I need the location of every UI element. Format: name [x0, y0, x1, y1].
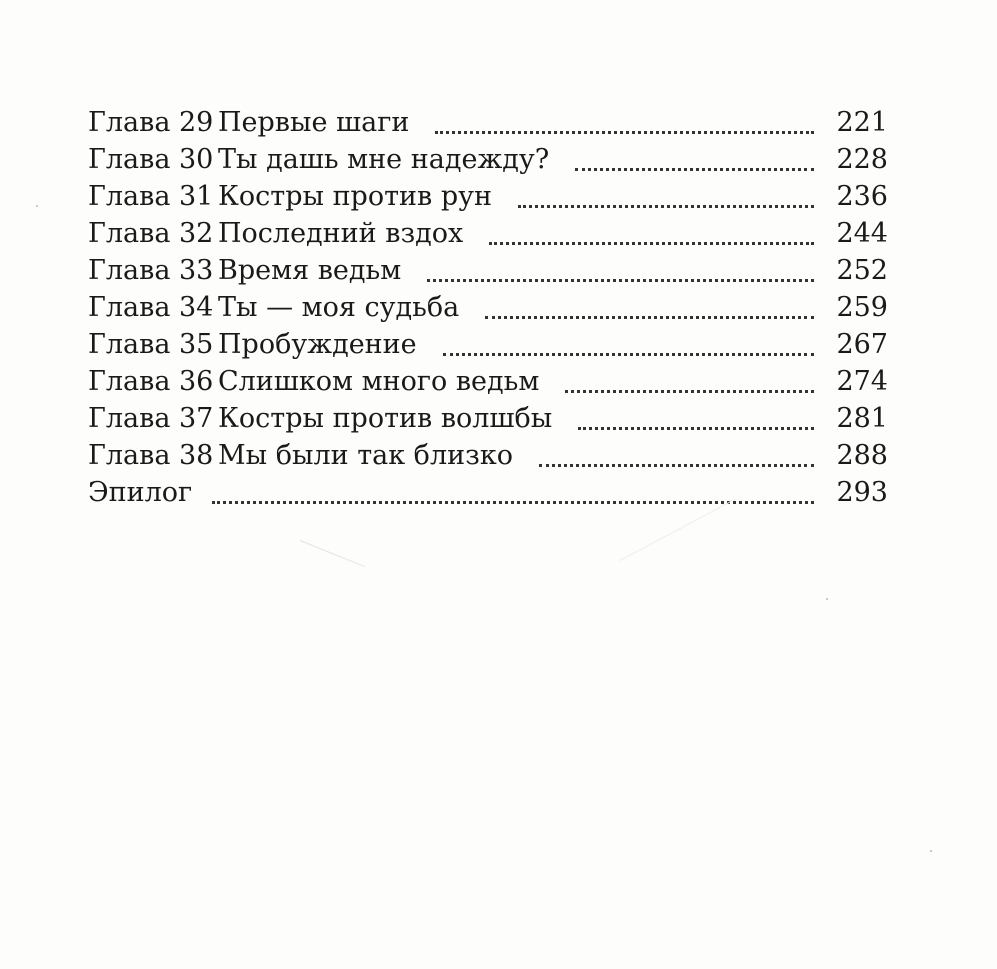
toc-chapter-number: Глава 31: [88, 181, 214, 212]
toc-chapter-title: Костры против рун: [218, 181, 492, 212]
toc-chapter-title: Пробуждение: [218, 329, 417, 360]
toc-chapter-title: Время ведьм: [218, 255, 402, 286]
toc-chapter-title: Последний вздох: [218, 218, 464, 249]
toc-dot-leader: [489, 242, 814, 245]
toc-entry: [88, 437, 888, 474]
toc-dot-leader: [427, 279, 814, 282]
table-of-contents: [88, 104, 888, 511]
paper-speck: [36, 205, 38, 207]
toc-page-number: 281: [836, 403, 888, 434]
toc-chapter-number: Глава 33: [88, 255, 214, 286]
toc-entry: [88, 363, 888, 400]
toc-chapter-number: Глава 32: [88, 218, 214, 249]
toc-chapter-number: Глава 30: [88, 144, 214, 175]
toc-dot-leader: [443, 353, 814, 356]
toc-page-number: 236: [836, 181, 888, 212]
toc-chapter-number: Глава 37: [88, 403, 214, 434]
toc-entry: [88, 141, 888, 178]
toc-entry: [88, 289, 888, 326]
toc-page-number: 259: [836, 292, 888, 323]
toc-page-number: 221: [836, 107, 888, 138]
toc-chapter-title: Первые шаги: [218, 107, 410, 138]
toc-page-number: 293: [836, 477, 888, 508]
toc-page-number: 288: [836, 440, 888, 471]
toc-page-number: 244: [836, 218, 888, 249]
toc-dot-leader: [539, 464, 814, 467]
toc-dot-leader: [578, 427, 814, 430]
toc-entry: [88, 252, 888, 289]
toc-entry: [88, 400, 888, 437]
toc-dot-leader: [575, 168, 814, 171]
toc-dot-leader: [485, 316, 814, 319]
toc-chapter-number: Глава 35: [88, 329, 214, 360]
toc-dot-leader: [435, 131, 814, 134]
toc-chapter-number: Глава 36: [88, 366, 214, 397]
toc-entry: [88, 215, 888, 252]
toc-chapter-title: Слишком много ведьм: [218, 366, 540, 397]
toc-chapter-title: Ты — моя судьба: [218, 292, 460, 323]
paper-speck: [930, 850, 932, 852]
toc-epilogue-label: Эпилог: [88, 477, 193, 508]
toc-page-number: 267: [836, 329, 888, 360]
toc-entry: [88, 178, 888, 215]
paper-scratch-mark: [300, 540, 365, 567]
toc-dot-leader: [518, 205, 814, 208]
toc-page-number: 252: [836, 255, 888, 286]
paper-speck: [826, 598, 828, 600]
toc-page-number: 274: [836, 366, 888, 397]
toc-chapter-title: Мы были так близко: [218, 440, 513, 471]
toc-page-number: 228: [836, 144, 888, 175]
toc-entry-epilogue: [88, 474, 888, 511]
toc-dot-leader: [565, 390, 814, 393]
toc-chapter-title: Ты дашь мне надежду?: [218, 144, 550, 175]
toc-chapter-title: Костры против волшбы: [218, 403, 553, 434]
toc-entry: [88, 326, 888, 363]
toc-chapter-number: Глава 34: [88, 292, 214, 323]
toc-chapter-number: Глава 29: [88, 107, 214, 138]
toc-chapter-number: Глава 38: [88, 440, 214, 471]
toc-entry: [88, 104, 888, 141]
